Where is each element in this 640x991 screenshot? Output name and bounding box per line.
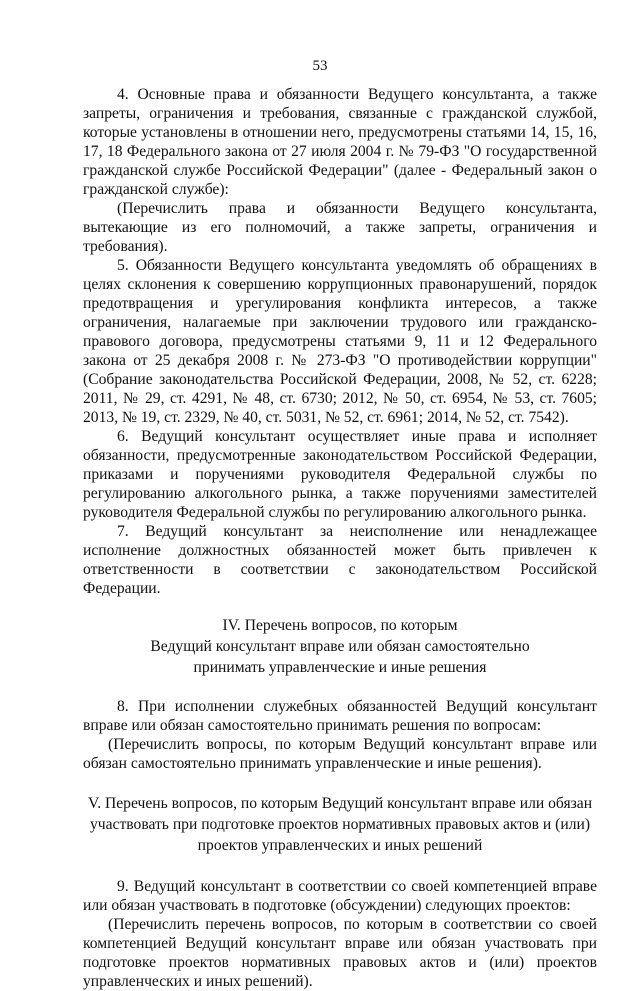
paragraph-7: 7. Ведущий консультант за неисполнение или ненадлежащее исполнение должностных обязанностей может быть привлечен к ответственности в соответствии с законодательством Российской Федерации. bbox=[83, 523, 597, 597]
section-4-heading bbox=[83, 615, 597, 678]
section-4-heading-line: IV. Перечень вопросов, по которым bbox=[222, 617, 458, 634]
document-body bbox=[83, 85, 597, 991]
paragraph-9: 9. Ведущий консультант в соответствии со своей компетенцией вправе или обязан участвовать в подготовке (обсуждении) следующих проектов: bbox=[83, 878, 597, 914]
section-5-heading-line: проектов управленческих и иных решений bbox=[197, 837, 483, 854]
section-5-heading-line: участвовать при подготовке проектов нормативных правовых актов и (или) bbox=[89, 816, 591, 833]
paragraph-4: 4. Основные права и обязанности Ведущего консультанта, а также запреты, ограничения и требования, связанные с гражданской службой, которые установлены в отношении него, предусмотрены статьями 14, 15, 16, 17, 18 Федерального закона от 27 июля 2004 г. № 79-ФЗ "О государственной гражданской службе Российской Федерации" (далее - Федеральный закон о гражданской службе): bbox=[83, 86, 597, 198]
paragraph-6: 6. Ведущий консультант осуществляет иные права и исполняет обязанности, предусмотренные законодательством Российской Федерации, приказами и поручениями руководителя Федеральной службы по регулированию алкогольного рынка, а также поручениями заместителей руководителя Федеральной службы по регулированию алкогольного рынка. bbox=[83, 428, 597, 521]
paragraph-8-note: (Перечислить вопросы, по которым Ведущий консультант вправе или обязан самостоятельно принимать управленческие и иные решения). bbox=[83, 736, 597, 772]
section-4-heading-line: Ведущий консультант вправе или обязан самостоятельно bbox=[150, 638, 530, 655]
section-4-heading-line: принимать управленческие и иные решения bbox=[193, 659, 487, 676]
paragraph-5: 5. Обязанности Ведущего консультанта уведомлять об обращениях в целях склонения к совершению коррупционных правонарушений, порядок предотвращения и урегулирования конфликта интересов, а также ограничения, налагаемые при заключении трудового или гражданско-правового договора, предусмотрены статьями 9, 11 и 12 Федерального закона от 25 декабря 2008 г. № 273-ФЗ "О противодействии коррупции" (Собрание законодательства Российской Федерации, 2008, № 52, ст. 6228; 2011, № 29, ст. 4291, № 48, ст. 6730; 2012, № 50, ст. 6954, № 53, ст. 7605; 2013, № 19, ст. 2329, № 40, ст. 5031, № 52, ст. 6961; 2014, № 52, ст. 7542). bbox=[83, 257, 597, 426]
section-5-heading bbox=[83, 793, 597, 856]
page-number: 53 bbox=[312, 58, 328, 74]
section-5-heading-line: V. Перечень вопросов, по которым Ведущий консультант вправе или обязан bbox=[87, 795, 593, 812]
paragraph-4-note: (Перечислить права и обязанности Ведущего консультанта, вытекающие из его полномочий, а также запреты, ограничения и требования). bbox=[83, 200, 597, 255]
paragraph-9-note: (Перечислить перечень вопросов, по которым в соответствии со своей компетенцией Ведущий консультант вправе или обязан участвовать при подготовке проектов нормативных правовых актов и (или) проектов управленческих и иных решений). bbox=[83, 916, 597, 990]
paragraph-8: 8. При исполнении служебных обязанностей Ведущий консультант вправе или обязан самостоятельно принимать решения по вопросам: bbox=[83, 698, 597, 734]
